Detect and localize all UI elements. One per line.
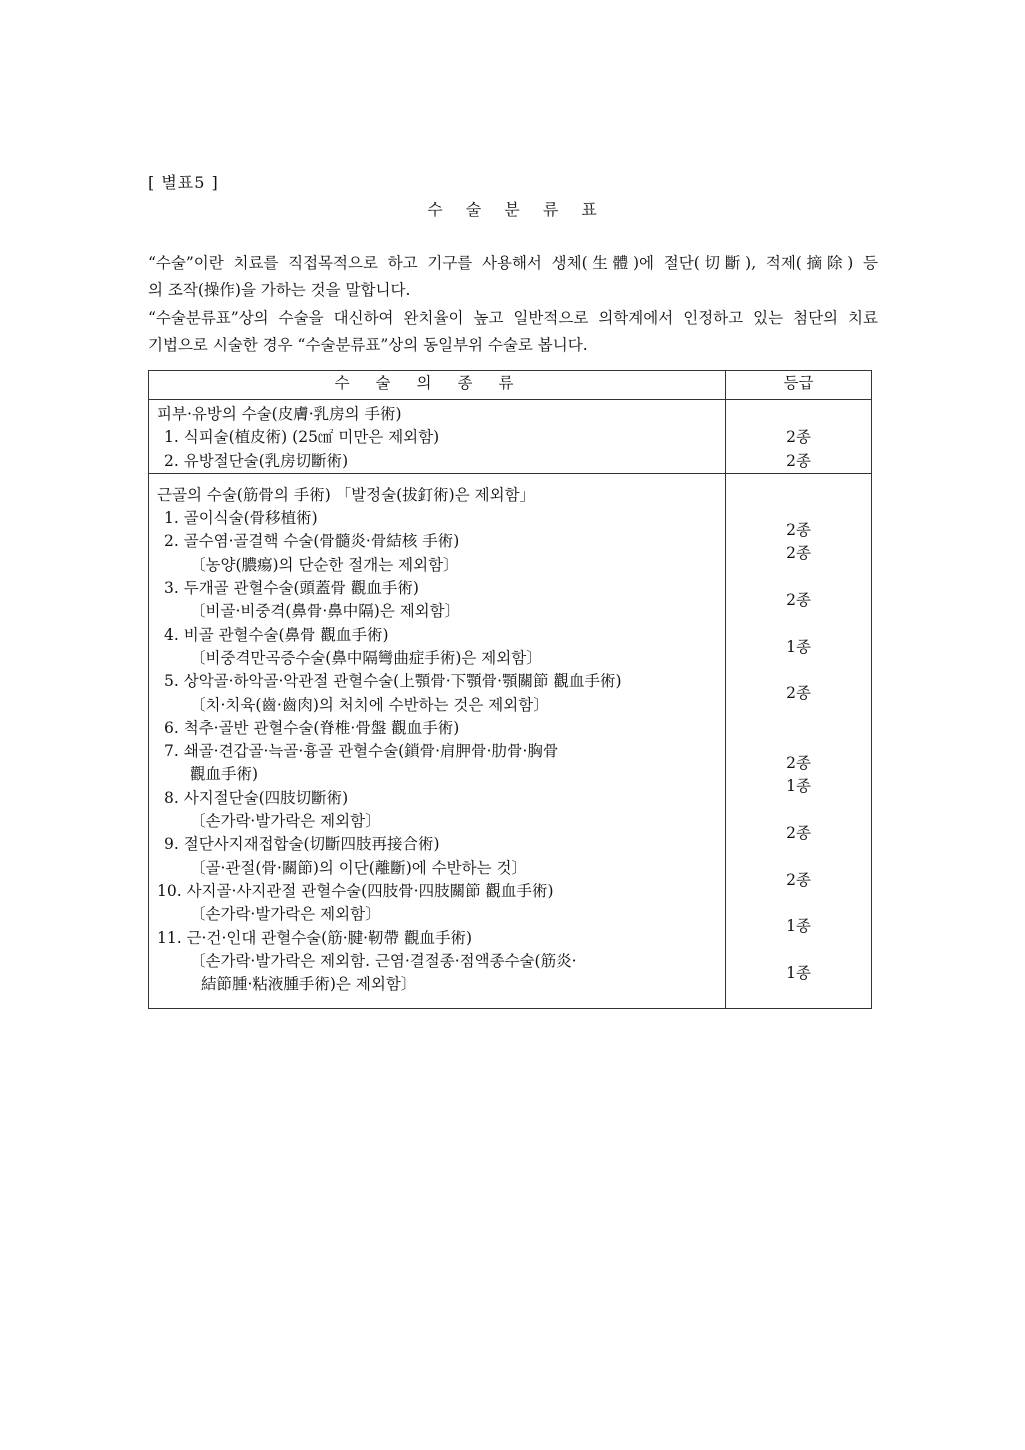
section-musculoskeletal-grades	[726, 473, 872, 1009]
grade-value: 2종	[786, 824, 811, 843]
annex-label: [ 별표5 ]	[148, 173, 219, 192]
grade-value: 1종	[786, 917, 811, 936]
section-skin-breast-row	[149, 400, 872, 474]
grade-value	[726, 706, 871, 729]
grade-value: 2종	[786, 870, 811, 889]
definition-line-2: 의 조작(操作)을 가하는 것을 말합니다.	[148, 281, 411, 299]
grade-value: 2종	[786, 684, 811, 703]
definition-paragraph	[148, 250, 878, 304]
grade-value: 2종	[786, 754, 811, 773]
grade-value: 1종	[786, 777, 811, 796]
advanced-technique-line-2: 기법으로 시술한 경우 “수술분류표”상의 동일부위 수술로 봅니다.	[148, 336, 588, 354]
document-title: 수 술 분 류 표	[427, 200, 606, 219]
grade-value: 2종	[786, 544, 811, 563]
grade-value	[726, 985, 871, 1008]
exclusion-note: 〔비중격만곡증수술(鼻中隔彎曲症手術)은 제외함〕	[190, 648, 542, 667]
grade-value	[726, 892, 871, 915]
grade-value	[726, 403, 871, 426]
grade-value	[726, 566, 871, 589]
advanced-technique-paragraph	[148, 305, 878, 359]
grade-value: 2종	[786, 591, 811, 610]
grade-value: 1종	[786, 963, 811, 982]
exclusion-note: 〔손가락·발가락은 제외함〕	[190, 905, 381, 924]
grade-value	[726, 939, 871, 962]
surgery-item: 10. 사지골·사지관절 관혈수술(四肢骨·四肢關節 觀血手術)	[157, 881, 554, 900]
surgery-item: 1. 골이식술(骨移植術)	[164, 509, 318, 528]
exclusion-note: 〔손가락·발가락은 제외함〕	[190, 812, 381, 831]
header-surgery-type: 수술의종류	[149, 371, 726, 400]
header-grade: 등급	[726, 371, 872, 400]
surgery-item: 11. 근·건·인대 관혈수술(筋·腱·靭帶 觀血手術)	[157, 928, 473, 947]
section-skin-breast-grades	[726, 400, 872, 474]
surgery-item: 6. 척추·골반 관혈수술(脊椎·骨盤 觀血手術)	[164, 718, 460, 737]
exclusion-note: 〔골·관절(骨·關節)의 이단(離斷)에 수반하는 것〕	[190, 858, 528, 877]
definition-line-1: “수술”이란 치료를 직접목적으로 하고 기구를 사용해서 생체(生體)에 절단(切斷), 적제(摘除) 등	[148, 254, 878, 272]
exclusion-note: 〔손가락·발가락은 제외함. 근염·결절종·점액종수술(筋炎·	[190, 951, 577, 970]
surgery-item: 2. 골수염·골결핵 수술(骨髓炎·骨結核 手術)	[164, 532, 460, 551]
exclusion-note: 〔비골·비중격(鼻骨·鼻中隔)은 제외함〕	[190, 602, 461, 621]
exclusion-note-continuation: 結節腫·粘液腫手術)은 제외함〕	[201, 975, 417, 994]
grade-value: 2종	[786, 428, 811, 447]
surgery-item: 1. 식피술(植皮術) (25㎠ 미만은 제외함)	[164, 428, 440, 447]
grade-value: 2종	[786, 521, 811, 540]
section-heading: 근골의 수술(筋骨의 手術) 「발정술(拔釘術)은 제외함」	[157, 485, 536, 504]
section-musculoskeletal-row	[149, 473, 872, 1009]
surgery-item: 8. 사지절단술(四肢切斷術)	[164, 788, 349, 807]
section-heading: 피부·유방의 수술(皮膚·乳房의 手術)	[157, 405, 402, 423]
grade-value	[726, 729, 871, 752]
surgery-classification-table	[148, 370, 872, 1009]
surgery-item-continuation: 觀血手術)	[190, 765, 259, 784]
grade-value	[726, 659, 871, 682]
advanced-technique-line-1: “수술분류표”상의 수술을 대신하여 완치율이 높고 일반적으로 의학계에서 인정하고 있는 첨단의 치료	[148, 309, 878, 327]
surgery-item: 3. 두개골 관혈수술(頭蓋骨 觀血手術)	[164, 579, 419, 598]
table-header-row	[149, 371, 872, 400]
grade-value: 2종	[786, 451, 811, 470]
grade-value	[726, 496, 871, 519]
exclusion-note: 〔농양(膿瘍)의 단순한 절개는 제외함〕	[190, 555, 459, 574]
exclusion-note: 〔치·치육(齒·齒肉)의 처치에 수반하는 것은 제외함〕	[190, 695, 549, 714]
surgery-item: 4. 비골 관혈수술(鼻骨 觀血手術)	[164, 625, 389, 644]
grade-value: 1종	[786, 637, 811, 656]
surgery-item: 7. 쇄골·견갑골·늑골·흉골 관혈수술(鎖骨·肩胛骨·肋骨·胸骨	[164, 742, 559, 761]
grade-value	[726, 799, 871, 822]
grade-value	[726, 845, 871, 868]
surgery-item: 5. 상악골·하악골·악관절 관혈수술(上顎骨·下顎骨·顎關節 觀血手術)	[164, 672, 622, 691]
grade-value	[726, 612, 871, 635]
section-musculoskeletal-surgeries	[149, 473, 726, 1009]
surgery-item: 9. 절단사지재접합술(切斷四肢再接合術)	[164, 835, 440, 854]
section-skin-breast-surgeries	[149, 400, 726, 474]
surgery-item: 2. 유방절단술(乳房切斷術)	[164, 451, 349, 470]
